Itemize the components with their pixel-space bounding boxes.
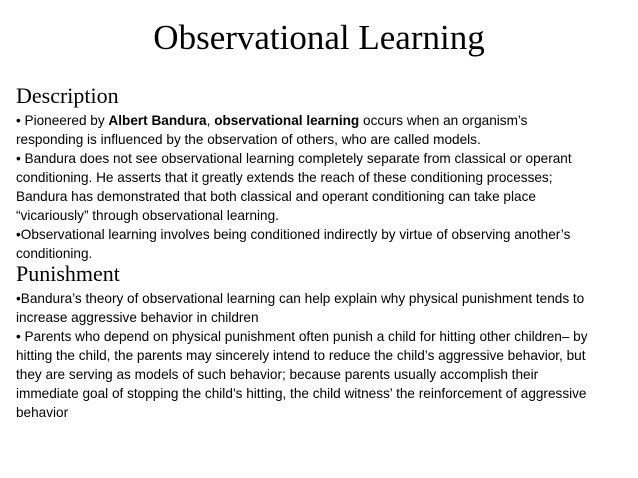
bullet-line: “vicariously” through observational learning. (16, 208, 279, 223)
bullet-line: •Observational learning involves being conditioned indirectly by virtue of observing another’s (16, 227, 571, 242)
bullet-text: occurs when an organism’s (359, 113, 528, 128)
bullet-line: behavior (16, 405, 69, 420)
bullet-line: • Bandura does not see observational learning completely separate from classical or operant (16, 151, 572, 166)
slide-title: Observational Learning (153, 18, 485, 57)
bullet-text: , (206, 113, 215, 128)
punishment-bullet-theory (16, 289, 626, 327)
bullet-text: • Pioneered by (16, 113, 109, 128)
punishment-bullet-parents (16, 327, 626, 422)
description-bullet-indirect (16, 225, 626, 263)
bullet-line: they are serving as models of such behavior; because parents usually accomplish their (16, 367, 539, 382)
bold-name: Albert Bandura (108, 113, 207, 128)
description-section (16, 83, 626, 263)
bullet-line: •Bandura’s theory of observational learning can help explain why physical punishment tends to (16, 291, 585, 306)
bullet-line: hitting the child, the parents may sincerely intend to reduce the child’s aggressive behavior, but (16, 348, 586, 363)
bullet-line: increase aggressive behavior in children (16, 310, 259, 325)
bullet-line: conditioning. (16, 246, 93, 261)
bullet-line: • Parents who depend on physical punishment often punish a child for hitting other children– by (16, 329, 588, 344)
bullet-line: conditioning. He asserts that it greatly extends the reach of these conditioning processes; (16, 170, 553, 185)
description-heading: Description (16, 83, 119, 108)
bullet-line: Bandura has demonstrated that both classical and operant conditioning can take place (16, 189, 536, 204)
description-bullet-conditioning (16, 149, 626, 225)
punishment-section (16, 261, 626, 422)
bullet-line: immediate goal of stopping the child’s hitting, the child witness’ the reinforcement of aggressive (16, 386, 587, 401)
punishment-heading: Punishment (16, 261, 120, 286)
description-bullet-bandura-pioneer (16, 111, 626, 149)
bold-term: observational learning (214, 113, 360, 128)
bullet-line: responding is influenced by the observation of others, who are called models. (16, 132, 481, 147)
bullet-line (16, 111, 626, 130)
